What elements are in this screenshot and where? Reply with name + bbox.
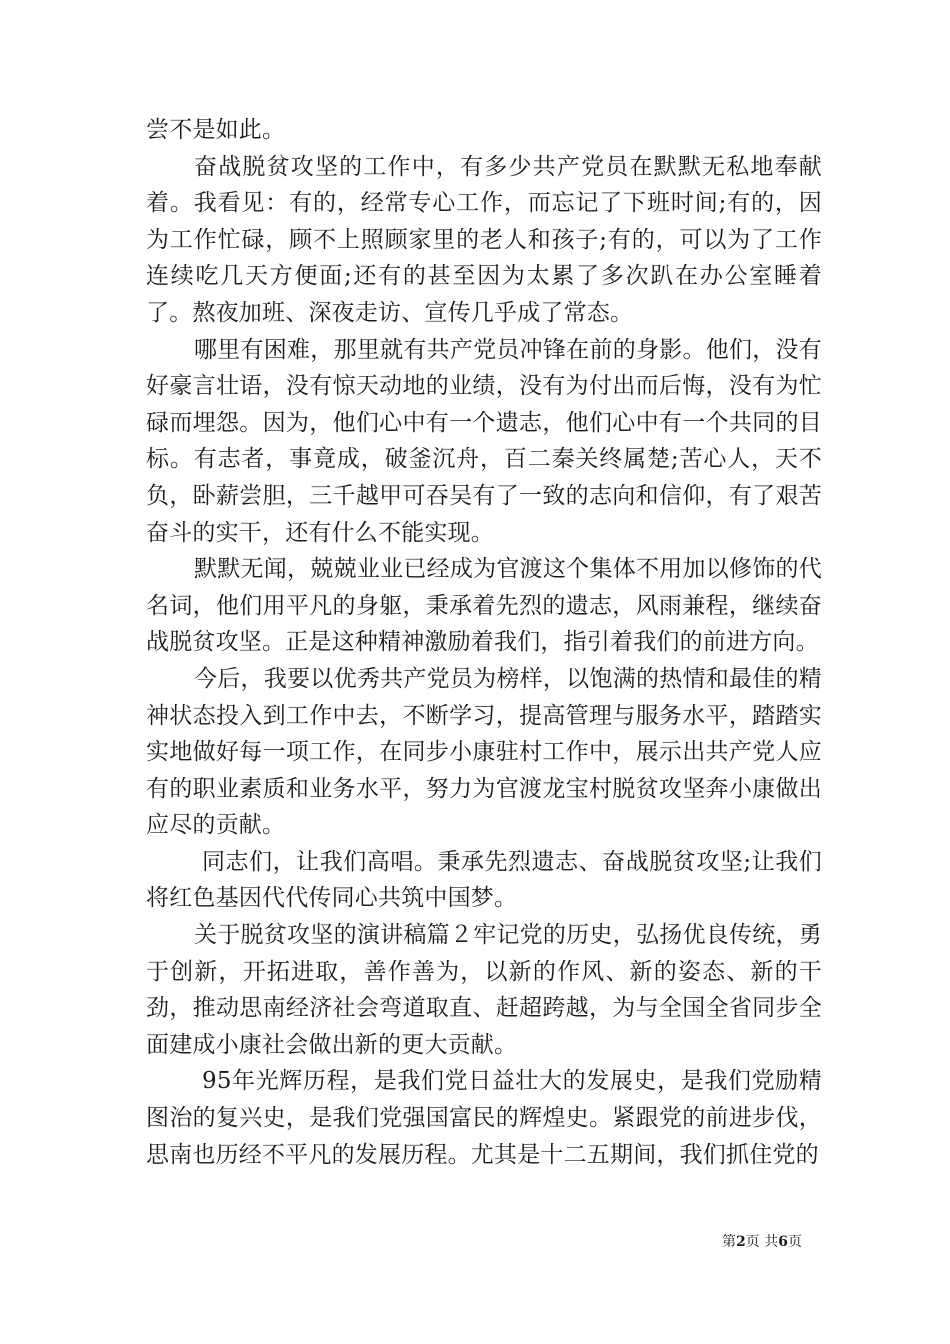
paragraph: 默默无闻，兢兢业业已经成为官渡这个集体不用加以修饰的代名词，他们用平凡的身躯，秉承着先烈的遗志，风雨兼程，继续奋战脱贫攻坚。正是这种精神激励着我们，指引着我们的前进方向。 — [146, 556, 822, 656]
footer-middle: 页 共 — [745, 1234, 779, 1250]
paragraph: 关于脱贫攻坚的演讲稿篇２牢记党的历史，弘扬优良传统，勇于创新，开拓进取，善作善为，以新的作风、新的姿态、新的干劲，推动思南经济社会弯道取直、赶超跨越，为与全国全省同步全面建成小康社会做出新的更大贡献。 — [146, 922, 822, 1058]
total-page-number: 6 — [778, 1234, 788, 1250]
current-page-number: 2 — [736, 1234, 746, 1250]
paragraph: 奋战脱贫攻坚的工作中，有多少共产党员在默默无私地奉献着。我看见：有的，经常专心工作，而忘记了下班时间;有的，因为工作忙碌，顾不上照顾家里的老人和孩子;有的，可以为了工作连续吃几天方便面;还有的甚至因为太累了多次趴在办公室睡着了。熬夜加班、深夜走访、宣传几乎成了常态。 — [146, 153, 822, 326]
page-number-footer — [722, 1233, 802, 1251]
footer-suffix: 页 — [787, 1234, 802, 1250]
paragraph-continued: 尝不是如此。 — [146, 117, 286, 143]
document-body — [146, 112, 822, 1173]
paragraph: 95年光辉历程，是我们党日益壮大的发展史，是我们党励精图治的复兴史，是我们党强国富民的辉煌史。紧跟党的前进步伐，思南也历经不平凡的发展历程。尤其是十二五期间，我们抓住党的 — [146, 1068, 822, 1168]
footer-prefix: 第 — [722, 1234, 736, 1250]
paragraph: 哪里有困难，那里就有共产党员冲锋在前的身影。他们，没有好豪言壮语，没有惊天动地的业绩，没有为付出而后悔，没有为忙碌而埋怨。因为，他们心中有一个遗志，他们心中有一个共同的目标。有志者，事竟成，破釜沉舟，百二秦关终属楚;苦心人，天不负，卧薪尝胆，三千越甲可吞吴有了一致的志向和信仰，有了艰苦奋斗的实干，还有什么不能实现。 — [146, 336, 822, 546]
paragraph: 今后，我要以优秀共产党员为榜样，以饱满的热情和最佳的精神状态投入到工作中去，不断学习，提高管理与服务水平，踏踏实实地做好每一项工作，在同步小康驻村工作中，展示出共产党人应有的职业素质和业务水平，努力为官渡龙宝村脱贫攻坚奔小康做出应尽的贡献。 — [146, 665, 822, 839]
paragraph: 同志们，让我们高唱。秉承先烈遗志、奋战脱贫攻坚;让我们将红色基因代代传同心共筑中国梦。 — [146, 848, 822, 912]
